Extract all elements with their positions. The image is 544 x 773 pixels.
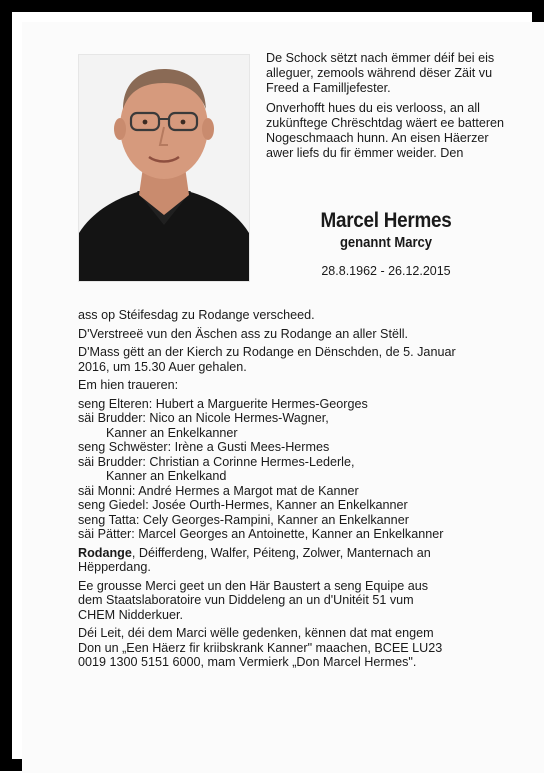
- thanks-paragraph: [78, 579, 510, 623]
- donation-line-1: Déi Leit, déi dem Marci wëlle gedenken, kënnen dat mat engem: [78, 626, 434, 640]
- obituary-notice: [22, 22, 544, 773]
- mourner-line: säi Pätter: Marcel Georges an Antoinette, Kanner an Enkelkanner: [78, 527, 444, 541]
- portrait-photo: [78, 54, 250, 282]
- mourner-line: seng Schwëster: Irène a Gusti Mees-Hermes: [78, 440, 330, 454]
- ashes-line: D'Verstreeë vun den Äschen ass zu Rodange an aller Stëll.: [78, 326, 409, 341]
- thanks-line-2: dem Staatslaboratoire vun Diddeleng an un d'Unitéit 51 vum: [78, 593, 414, 607]
- town-bold: Rodange: [78, 545, 132, 560]
- donation-line-2: Don un „Een Häerz fir kriibskrank Kanner" maachen, BCEE LU23: [78, 640, 443, 655]
- donation-line-3: 0019 1300 5151 6000, mam Vermierk „Don Marcel Hermes".: [78, 655, 417, 669]
- mourner-line: seng Tatta: Cely Georges-Rampini, Kanner an Enkelkanner: [78, 512, 409, 527]
- mourn-intro: Em hien traueren:: [78, 378, 179, 392]
- verse-paragraph-2: Onverhofft hues du eis verlooss, an all zukünftege Chrëschtdag wäert ee batteren Nogeschmaach hunn. An eisen Häerzer awer liefs du fir ëmmer weider. Den: [266, 101, 505, 160]
- mass-line-2: 2016, um 15.30 Auer gehalen.: [78, 359, 247, 374]
- mass-line-1: D'Mass gëtt an der Kierch zu Rodange en Dënschden, de 5. Januar: [78, 345, 456, 359]
- mourner-line: seng Elteren: Hubert a Marguerite Hermes-Georges: [78, 396, 368, 411]
- portrait-illustration: [79, 55, 249, 281]
- thanks-line-1: Ee grousse Merci geet un den Här Baustert a seng Equipe aus: [78, 578, 429, 593]
- mourner-line: säi Brudder: Christian a Corinne Hermes-Lederle,: [78, 454, 355, 469]
- thanks-line-3: CHEM Nidderkuer.: [78, 607, 183, 622]
- mourner-line: säi Brudder: Nico an Nicole Hermes-Wagner,: [78, 411, 329, 425]
- life-dates: 28.8.1962 - 26.12.2015: [321, 264, 451, 278]
- verse-paragraph-1: De Schock sëtzt nach ëmmer déif bei eis alleguer, zemools während dëser Zäit vu Freed a Familljefester.: [266, 51, 495, 95]
- deceased-name: Marcel Hermes: [320, 209, 452, 232]
- deceased-block: [266, 208, 506, 279]
- deceased-nickname: genannt Marcy: [339, 235, 433, 251]
- donation-paragraph: [78, 626, 510, 670]
- mourner-line: seng Giedel: Josée Ourth-Hermes, Kanner an Enkelkanner: [78, 498, 408, 512]
- towns-line-2: Hëpperdang.: [78, 560, 151, 574]
- memorial-verse: [266, 51, 506, 166]
- towns-rest: , Déifferdeng, Walfer, Péiteng, Zolwer, Manternach an: [131, 545, 431, 560]
- mourner-subline: Kanner an Enkelkanner: [106, 425, 238, 440]
- mourner-subline: Kanner an Enkelkand: [106, 469, 227, 483]
- mass-info: [78, 345, 510, 374]
- towns-paragraph: [78, 546, 510, 575]
- death-line: ass op Stéifesdag zu Rodange verscheed.: [78, 308, 315, 322]
- mourners-list: [78, 397, 510, 542]
- notice-body: [78, 308, 510, 674]
- mourner-line: säi Monni: André Hermes a Margot mat de Kanner: [78, 483, 359, 498]
